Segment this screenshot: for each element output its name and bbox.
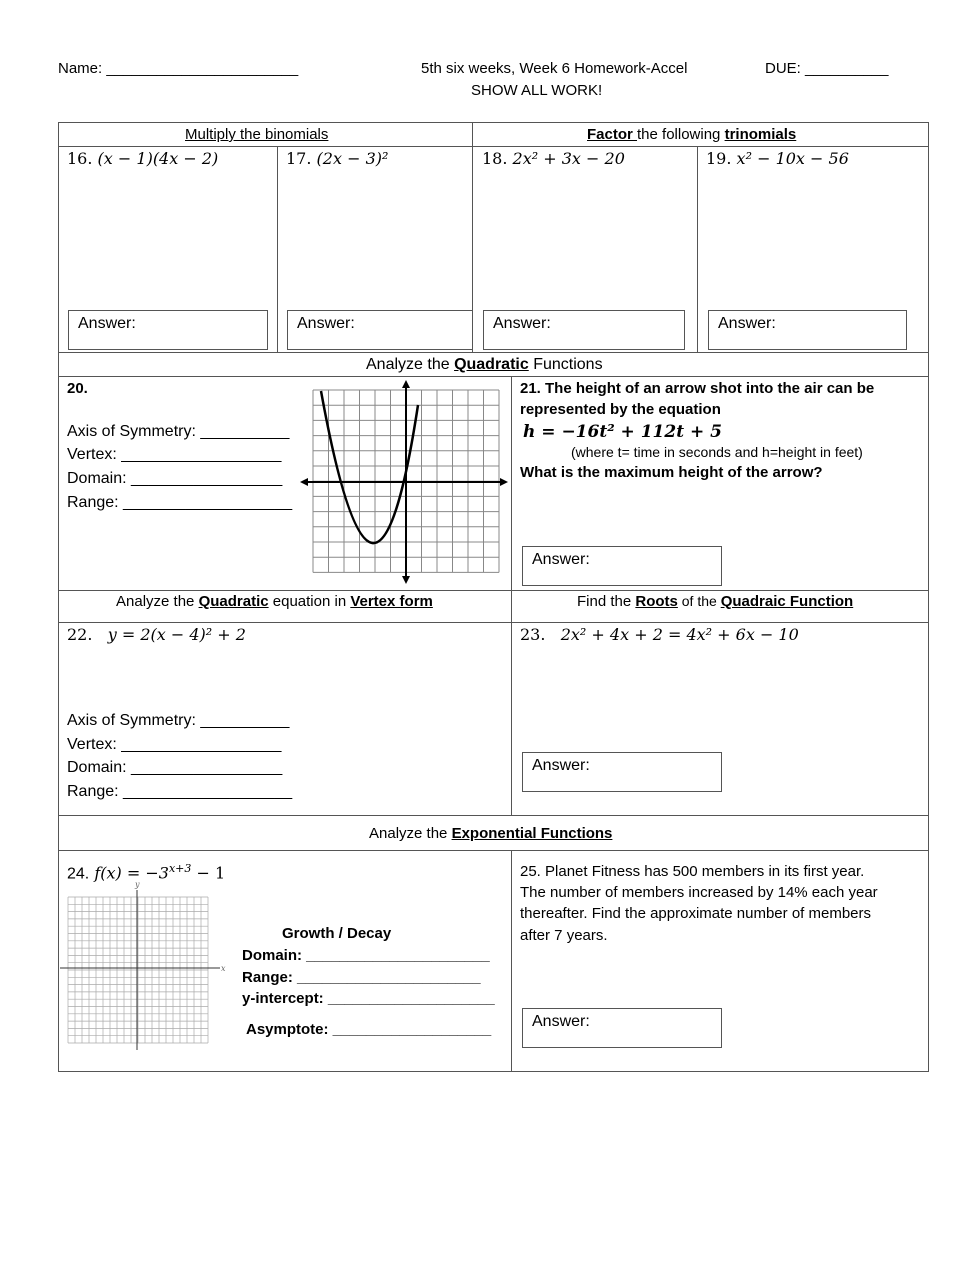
arrow-equation: h = −16t² + 112t + 5 <box>523 422 722 442</box>
domain-field-20: Domain: _________________ <box>67 470 283 487</box>
roots-heading: Find the Roots of the Quadraic Function <box>577 593 854 610</box>
problem-25-line: 25. Planet Fitness has 500 members in its first year. <box>520 863 865 880</box>
vertex-field-22: Vertex: __________________ <box>67 736 282 753</box>
axis-field-20: Axis of Symmetry: __________ <box>67 423 290 440</box>
quadratic-heading: Analyze the Quadratic Functions <box>366 356 603 373</box>
x-axis-label: x <box>221 964 226 973</box>
problem-24: 24. $f(x) = -3^{x+3} - 1$ <box>67 862 226 883</box>
name-field: Name: _______________________ <box>58 60 299 77</box>
answer-box-25[interactable] <box>522 1008 722 1048</box>
parabola-graph <box>298 378 510 586</box>
domain-field-24: Domain: ______________________ <box>242 947 490 964</box>
vertex-form-heading: Analyze the Quadratic equation in Vertex form <box>116 593 433 610</box>
problem-18: 18. 2x² + 3x − 20 <box>482 149 625 168</box>
exponential-graph <box>58 878 233 1058</box>
answer-box-18[interactable] <box>483 310 685 350</box>
problem-20-number: 20. <box>67 380 88 397</box>
problem-25-line: The number of members increased by 14% each year <box>520 884 878 901</box>
problem-25-line: thereafter. Find the approximate number of members <box>520 905 872 922</box>
factor-heading: Factor the following trinomials <box>587 126 797 143</box>
problem-21-question: What is the maximum height of the arrow? <box>520 464 823 481</box>
answer-box-17[interactable] <box>287 310 473 350</box>
problem-22: 22. y = 2(x − 4)² + 2 <box>67 625 246 644</box>
subtitle: SHOW ALL WORK! <box>471 82 603 99</box>
answer-label: Answer: <box>493 315 551 332</box>
parabola-curve <box>321 391 418 543</box>
problem-17: 17. (2x − 3)² <box>286 149 389 168</box>
equation-note: (where t= time in seconds and h=height in feet) <box>571 444 863 460</box>
problem-21-line2: represented by the equation <box>520 401 721 418</box>
axis-field-22: Axis of Symmetry: __________ <box>67 712 290 729</box>
problem-21-line1: 21. The height of an arrow shot into the air can be <box>520 380 875 397</box>
answer-label: Answer: <box>532 757 590 774</box>
answer-box-19[interactable] <box>708 310 907 350</box>
y-axis-label: y <box>135 880 140 889</box>
problem-23: 23. 2x² + 4x + 2 = 4x² + 6x − 10 <box>520 625 799 644</box>
asymptote-field-24: Asymptote: ___________________ <box>246 1021 492 1038</box>
problem-16: 16. (x − 1)(4x − 2) <box>67 149 219 168</box>
problem-25-line: after 7 years. <box>520 927 608 944</box>
exponential-heading: Analyze the Exponential Functions <box>369 825 613 842</box>
range-field-20: Range: ___________________ <box>67 494 293 511</box>
problem-19: 19. x² − 10x − 56 <box>706 149 849 168</box>
answer-label: Answer: <box>78 315 136 332</box>
range-field-24: Range: ______________________ <box>242 969 481 986</box>
range-field-22: Range: ___________________ <box>67 783 293 800</box>
answer-box-23[interactable] <box>522 752 722 792</box>
due-field: DUE: __________ <box>765 60 889 77</box>
domain-field-22: Domain: _________________ <box>67 759 283 776</box>
growth-decay: Growth / Decay <box>282 925 392 942</box>
multiply-heading: Multiply the binomials <box>185 126 329 143</box>
answer-box-16[interactable] <box>68 310 268 350</box>
worksheet-title: 5th six weeks, Week 6 Homework-Accel <box>421 60 688 77</box>
yintercept-field-24: y-intercept: ____________________ <box>242 990 495 1007</box>
answer-label: Answer: <box>532 1013 590 1030</box>
answer-label: Answer: <box>297 315 355 332</box>
answer-label: Answer: <box>718 315 776 332</box>
answer-box-21[interactable] <box>522 546 722 586</box>
answer-label: Answer: <box>532 551 590 568</box>
vertex-field-20: Vertex: __________________ <box>67 446 282 463</box>
